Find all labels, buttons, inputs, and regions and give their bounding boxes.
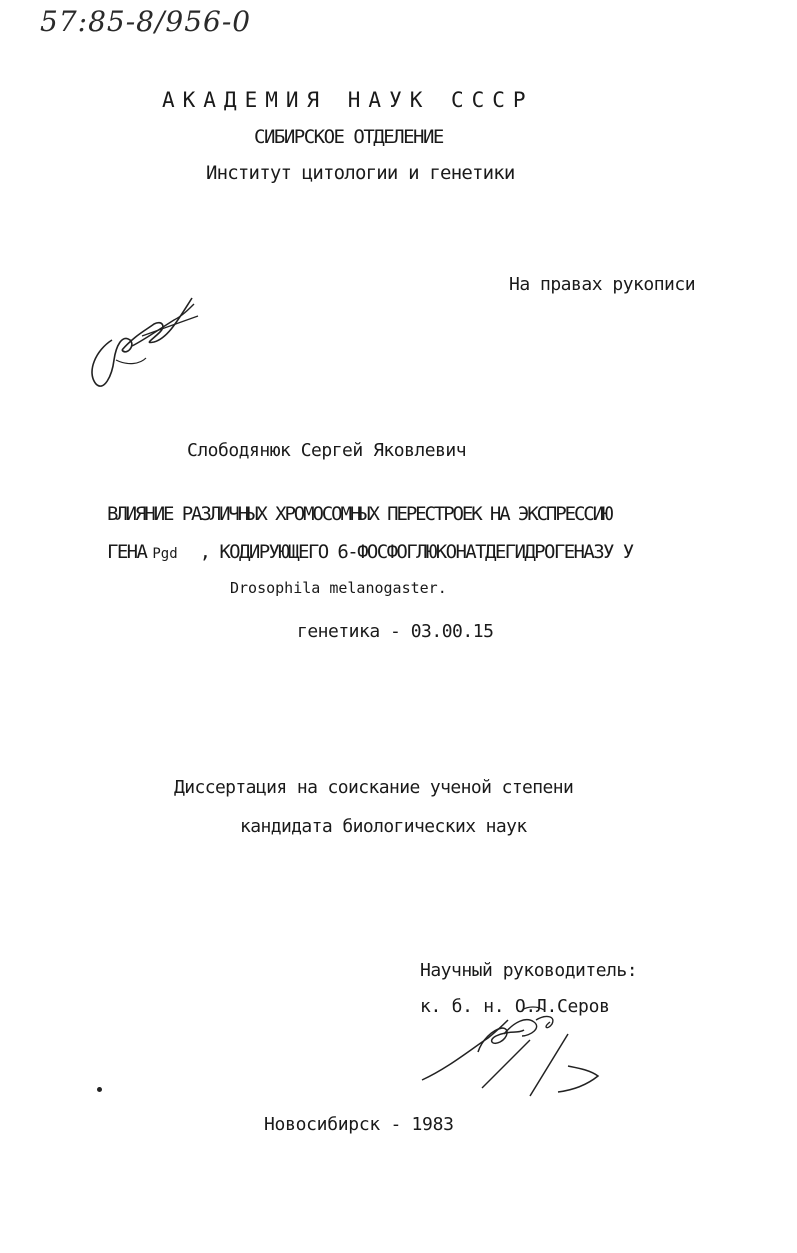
specialty-code: генетика - 03.00.15	[297, 621, 494, 642]
author-name: Слободянюк Сергей Яковлевич	[187, 440, 467, 461]
supervisor-signature-icon	[418, 996, 610, 1100]
title-line-2-start: ГЕНА	[107, 541, 147, 563]
dissertation-degree-line-1: Диссертация на соискание ученой степени	[174, 777, 574, 798]
supervisor-name: к. б. н. О.Л.Серов	[420, 996, 610, 1017]
branch-heading: СИБИРСКОЕ ОТДЕЛЕНИЕ	[254, 126, 443, 148]
archive-mark: 57:85-8/956-0	[40, 5, 252, 38]
ink-dot	[97, 1087, 102, 1092]
gene-symbol: Pgd	[152, 546, 178, 562]
species-name: Drosophila melanogaster.	[230, 579, 447, 597]
institute-heading: Институт цитологии и генетики	[206, 162, 515, 184]
academy-heading: АКАДЕМИЯ НАУК СССР	[162, 88, 534, 112]
rights-note: На правах рукописи	[509, 274, 696, 295]
dissertation-title-line-2	[107, 543, 633, 562]
supervisor-label: Научный руководитель:	[420, 960, 638, 981]
dissertation-degree-line-2: кандидата биологических наук	[240, 816, 527, 837]
title-line-2-end: , КОДИРУЮЩЕГО 6-ФОСФОГЛЮКОНАТДЕГИДРОГЕНАЗУ У	[199, 541, 633, 563]
dissertation-title-line-1: ВЛИЯНИЕ РАЗЛИЧНЫХ ХРОМОСОМНЫХ ПЕРЕСТРОЕК НА ЭКСПРЕССИЮ	[107, 503, 612, 525]
city-year: Новосибирск - 1983	[264, 1114, 454, 1135]
signature-icon	[82, 280, 212, 400]
